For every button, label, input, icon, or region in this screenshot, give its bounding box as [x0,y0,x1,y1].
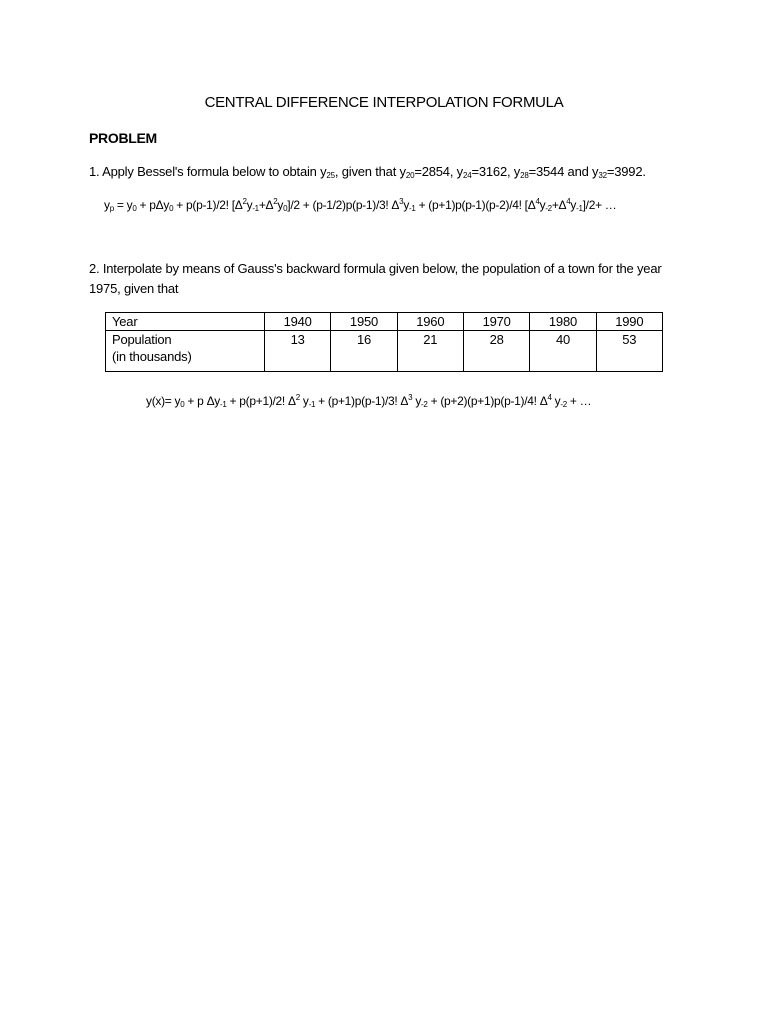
table-cell-population: 40 [530,331,596,372]
table-cell-population: 21 [397,331,463,372]
table-header-population [106,331,265,372]
table-header-year: Year [106,313,265,331]
table-cell-year: 1990 [596,313,662,331]
problem-2-line-2: 1975, given that [89,281,179,296]
problem-2-statement [89,259,669,299]
population-unit-label: (in thousands) [112,349,192,364]
population-label: Population [112,332,172,347]
table-cell-year: 1970 [463,313,529,331]
table-cell-population: 53 [596,331,662,372]
table-cell-year: 1940 [265,313,331,331]
table-cell-population: 16 [331,331,397,372]
table-cell-population: 28 [463,331,529,372]
table-cell-year: 1980 [530,313,596,331]
bessel-formula: $y_p = y_0 + p\Delta y_0 + p(p-1)/2$! $[\Delta^2y_{-1}+\Delta^2y_0]/2 + (p-1/2)p(p-1)/3$! $\Delta^3y_{-1} + (p+1)p(p-1)(p-2)/4$! $[\Delta^4y_{-2}+\Delta^4y_{-1}]/2+$ … [104,197,617,213]
table-cell-year: 1950 [331,313,397,331]
table-row-year [106,313,663,331]
table-cell-year: 1960 [397,313,463,331]
gauss-backward-formula: $y(x)= y_0 + p$ $\Delta y_{-1} + p(p+1)/2$! $\Delta^2$ $y_{-1} + (p+1)p(p-1)/3$! $\Delta^3$ $y_{-2} + (p+2)(p+1)p(p-1)/4$! $\Delta^4$ $y_{-2}$ + … [146,393,592,409]
table-row-population [106,331,663,372]
table-cell-population: 13 [265,331,331,372]
problem-1-statement: 1. Apply Bessel's formula below to obtain $y_{25}$, given that $y_{20}=2854$, $y_{24}=3162$, $y_{28}=3544$ and $y_{32}=3992$. [89,164,646,180]
population-table [105,312,663,372]
document-title: CENTRAL DIFFERENCE INTERPOLATION FORMULA [204,94,564,111]
problem-2-line-1: 2. Interpolate by means of Gauss's backward formula given below, the population of a town for the year [89,261,662,276]
problem-heading: PROBLEM [89,130,157,146]
